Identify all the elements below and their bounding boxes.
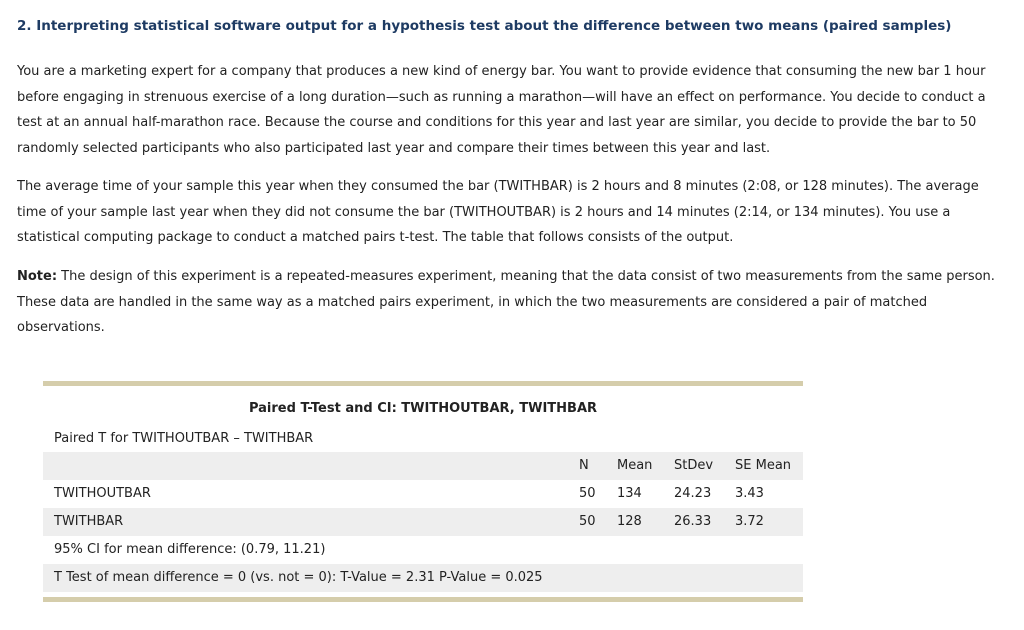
table-row (43, 508, 803, 536)
row-n: 50 (579, 514, 596, 529)
averages-paragraph: The average time of your sample this year when they consumed the bar (TWITHBAR) is 2 hours and 8 minutes (2:08, or 128 minutes). The average time of your sample last year when they did not consume the bar (TWITHOUTBAR) is 2 hours and 14 minutes (2:14, or 134 minutes). You use a statistical computing package to conduct a matched pairs t-test. The table that follows consists of the output. (17, 179, 979, 246)
header-stdev: StDev (674, 458, 714, 473)
question-title: 2. Interpreting statistical software output for a hypothesis test about the difference between two means (paired samples) (17, 18, 952, 34)
table-row (43, 480, 803, 508)
output-title: Paired T-Test and CI: TWITHOUTBAR, TWITHBAR (248, 401, 598, 416)
row-mean: 128 (617, 514, 642, 529)
output-subtitle-row (43, 426, 803, 452)
row-n: 50 (579, 486, 596, 501)
row-stdev: 24.23 (674, 486, 712, 501)
output-subtitle: Paired T for TWITHOUTBAR – TWITHBAR (54, 431, 314, 446)
header-mean: Mean (617, 458, 653, 473)
scenario-paragraph: You are a marketing expert for a company that produces a new kind of energy bar. You want to provide evidence that consuming the new bar 1 hour before engaging in strenuous exercise of a long duration—such as running a marathon—will have an effect on performance. You decide to conduct a test at an annual half-marathon race. Because the course and conditions for this year and last year are similar, you decide to provide the bar to 50 randomly selected participants who also participated last year and compare their times between this year and last. (17, 64, 986, 157)
header-n: N (579, 458, 589, 473)
row-label: TWITHOUTBAR (54, 486, 151, 501)
row-se-mean: 3.72 (735, 514, 764, 529)
row-stdev: 26.33 (674, 514, 712, 529)
bottom-rule (43, 597, 803, 602)
ci-row (43, 536, 803, 564)
software-output-table (43, 381, 803, 602)
t-test-line: T Test of mean difference = 0 (vs. not = 0): T-Value = 2.31 P-Value = 0.025 (54, 570, 543, 585)
note-text: The design of this experiment is a repeated-measures experiment, meaning that the data consist of two measurements from the same person. These data are handled in the same way as a matched pairs experiment, in which the two measurements are considered a pair of matched observations. (17, 269, 995, 336)
t-test-row (43, 564, 803, 592)
row-label: TWITHBAR (54, 514, 124, 529)
row-mean: 134 (617, 486, 642, 501)
note-paragraph (17, 264, 1007, 341)
note-label: Note: (17, 269, 58, 284)
row-se-mean: 3.43 (735, 486, 764, 501)
header-se-mean: SE Mean (735, 458, 792, 473)
ci-line: 95% CI for mean difference: (0.79, 11.21) (54, 542, 326, 557)
header-row (43, 452, 803, 480)
